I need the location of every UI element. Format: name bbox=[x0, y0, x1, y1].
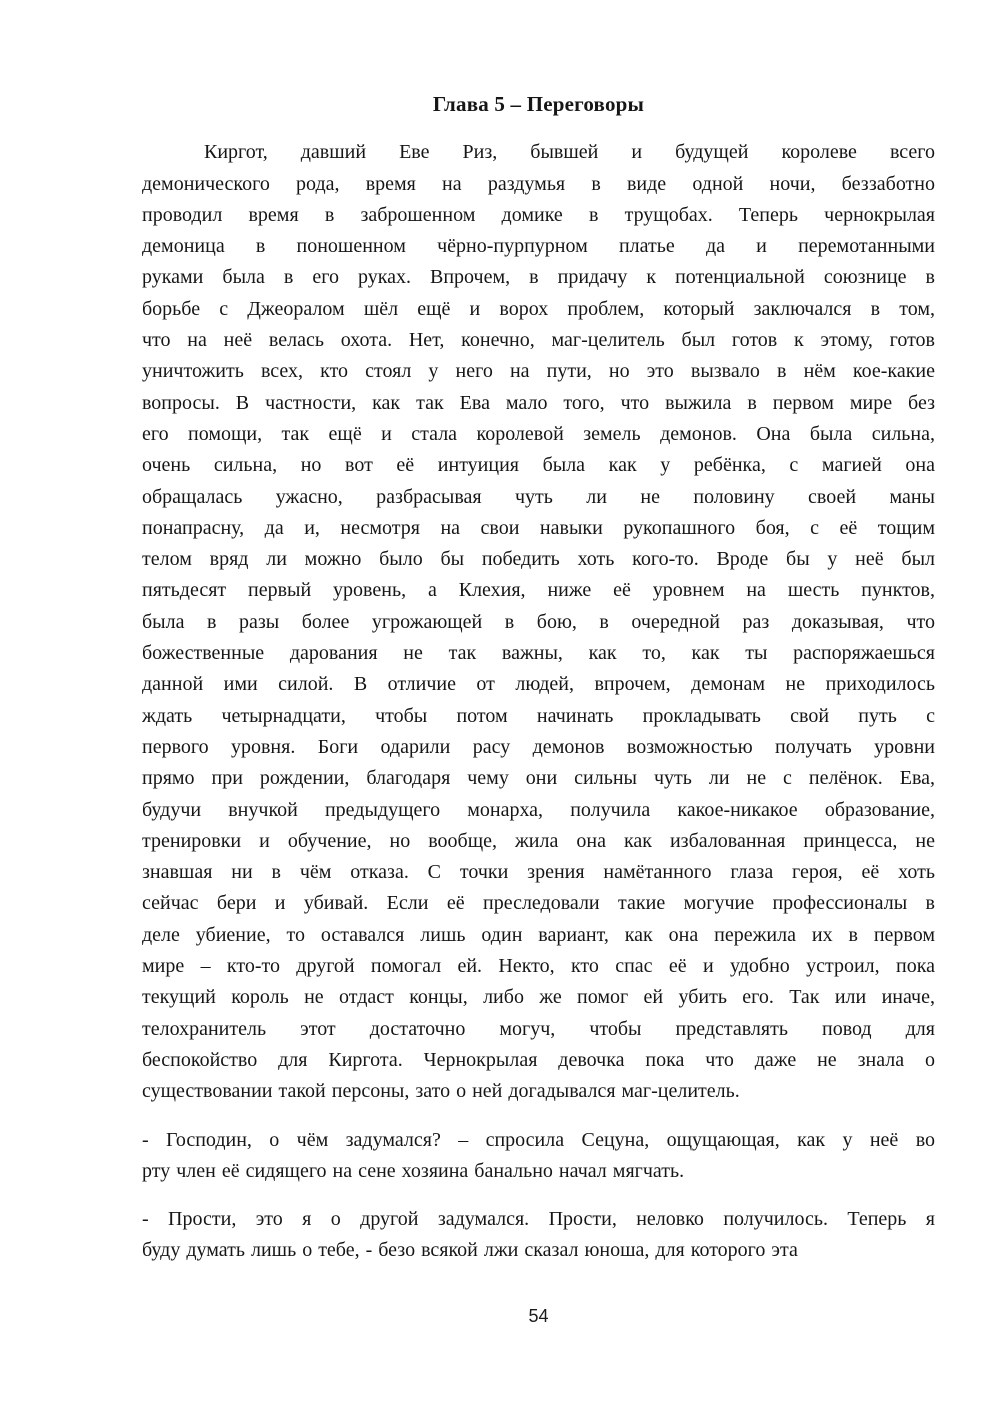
text-line: мире – кто-то другой помогал ей. Некто, кто спас её и удобно устроил, пока bbox=[142, 955, 935, 978]
paragraphs-container bbox=[142, 137, 935, 1266]
text-line: уничтожить всех, кто стоял у него на пути, но это вызвало в нём кое-какие bbox=[142, 360, 935, 383]
text-line: телом вряд ли можно было бы победить хоть кого-то. Вроде бы у неё был bbox=[142, 548, 935, 571]
text-line: буду думать лишь о тебе, - безо всякой лжи сказал юноша, для которого эта bbox=[142, 1239, 798, 1262]
text-line: знавшая ни в чём отказа. С точки зрения намётанного глаза героя, её хоть bbox=[142, 861, 935, 884]
paragraph bbox=[142, 1125, 935, 1188]
text-line: рту член её сидящего на сене хозяина банально начал мягчать. bbox=[142, 1159, 685, 1182]
paragraph bbox=[142, 137, 935, 1107]
text-line: текущий король не отдаст концы, либо же помог ей убить его. Так или иначе, bbox=[142, 986, 935, 1009]
text-line: проводил время в заброшенном домике в трущобах. Теперь чернокрылая bbox=[142, 203, 935, 226]
text-line: тренировки и обучение, но вообще, жила она как избалованная принцесса, не bbox=[142, 829, 935, 852]
text-line: Киргот, давший Еве Риз, бывшей и будущей королеве всего bbox=[204, 141, 935, 164]
text-line: обращалась ужасно, разбрасывая чуть ли не половину своей маны bbox=[142, 485, 935, 508]
text-block bbox=[142, 89, 935, 1267]
text-line: данной ими силой. В отличие от людей, впрочем, демонам не приходилось bbox=[142, 673, 935, 696]
text-line: демонического рода, время на раздумья в виде одной ночи, беззаботно bbox=[142, 172, 935, 195]
text-line: божественные дарования не так важны, как то, как ты распоряжаешься bbox=[142, 642, 935, 665]
text-line: его помощи, так ещё и стала королевой земель демонов. Она была сильна, bbox=[142, 422, 935, 445]
text-line: вопросы. В частности, как так Ева мало того, что выжила в первом мире без bbox=[142, 391, 935, 414]
text-line: борьбе с Джеоралом шёл ещё и ворох проблем, который заключался в том, bbox=[142, 297, 935, 320]
paragraph bbox=[142, 1204, 935, 1267]
text-line: - Прости, это я о другой задумался. Прости, неловко получилось. Теперь я bbox=[142, 1208, 935, 1231]
text-line: существовании такой персоны, зато о ней догадывался маг-целитель. bbox=[142, 1080, 740, 1103]
text-line: беспокойство для Киргота. Чернокрылая девочка пока что даже не знала о bbox=[142, 1048, 935, 1071]
text-line: прямо при рождении, благодаря чему они сильны чуть ли не с пелёнок. Ева, bbox=[142, 767, 935, 790]
text-line: демоница в поношенном чёрно-пурпурном платье да и перемотанными bbox=[142, 235, 935, 258]
page-number: 54 bbox=[528, 1306, 549, 1326]
text-line: была в разы более угрожающей в бою, в очередной раз доказывая, что bbox=[142, 610, 935, 633]
text-line: пятьдесят первый уровень, а Клехия, ниже её уровнем на шесть пунктов, bbox=[142, 579, 935, 602]
chapter-title: Глава 5 – Переговоры bbox=[432, 92, 645, 116]
text-line: ждать четырнадцати, чтобы потом начинать прокладывать свой путь с bbox=[142, 704, 935, 727]
text-line: - Господин, о чём задумался? – спросила Сецуна, ощущающая, как у неё во bbox=[142, 1128, 935, 1151]
text-line: руками была в его руках. Впрочем, в придачу к потенциальной союзнице в bbox=[142, 266, 935, 289]
text-line: будучи внучкой предыдущего монарха, получила какое-никакое образование, bbox=[142, 798, 935, 821]
text-line: очень сильна, но вот её интуиция была как у ребёнка, с магией она bbox=[142, 454, 935, 477]
text-line: телохранитель этот достаточно могуч, чтобы представлять повод для bbox=[142, 1017, 935, 1040]
text-line: сейчас бери и убивай. Если её преследовали такие могучие профессионалы в bbox=[142, 892, 935, 915]
text-line: деле убиение, то оставался лишь один вариант, как она пережила их в первом bbox=[142, 923, 935, 946]
text-line: понапрасну, да и, несмотря на свои навыки рукопашного боя, с её тощим bbox=[142, 516, 935, 539]
text-line: что на неё велась охота. Нет, конечно, маг-целитель был готов к этому, готов bbox=[142, 329, 935, 352]
text-line: первого уровня. Боги одарили расу демонов возможностью получать уровни bbox=[142, 735, 935, 758]
